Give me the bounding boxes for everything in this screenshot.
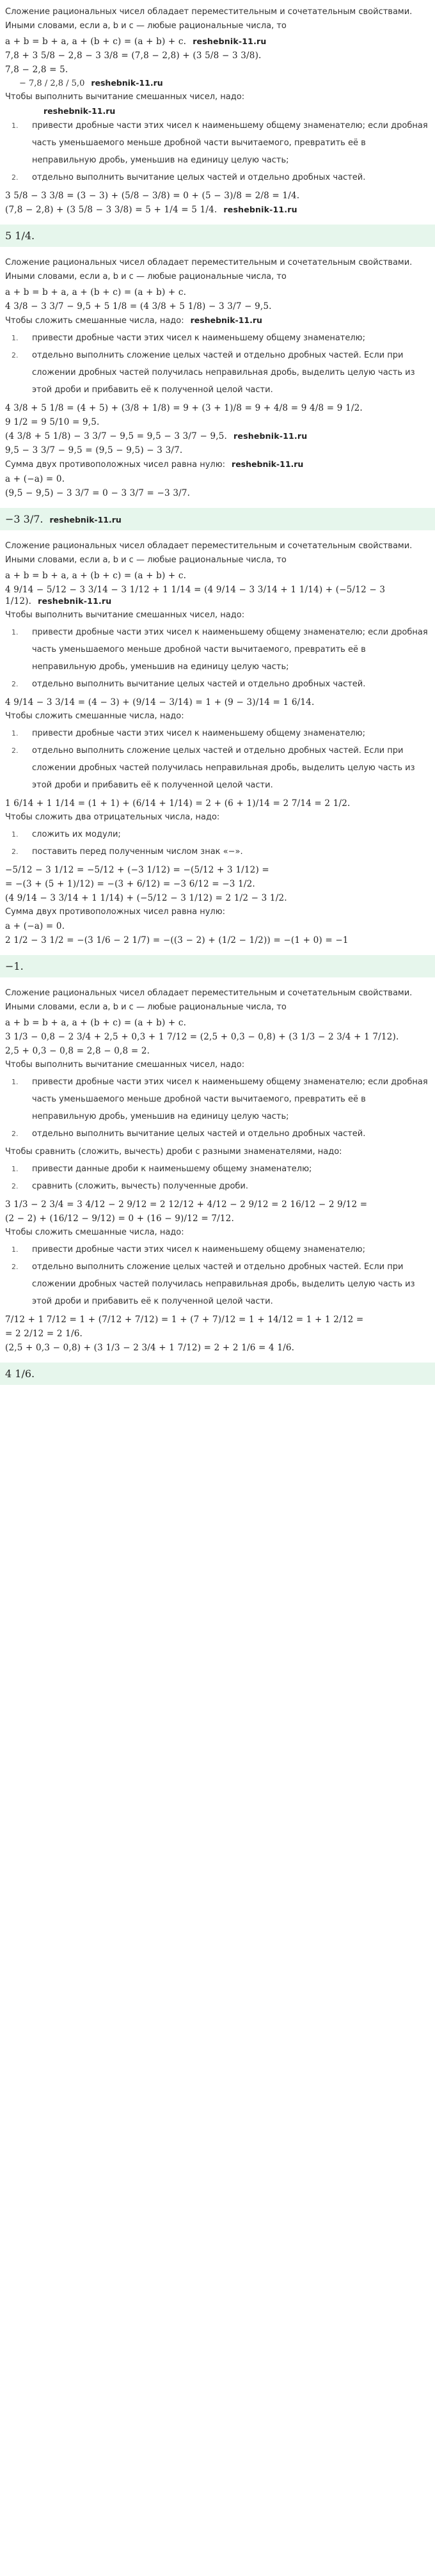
- answer-box: −3 3/7. reshebnik-11.ru: [0, 508, 435, 530]
- list-item: 2. отдельно выполнить вычитание целых частей и отдельно дробных частей.: [20, 169, 430, 186]
- formula-line: a + b = b + a, a + (b + c) = (a + b) + c. reshebnik-11.ru: [5, 36, 267, 47]
- list-item: 1. привести дробные части этих чисел к наименьшему общему знаменателю;: [20, 1241, 430, 1258]
- intro-text: Сложение рациональных чисел обладает переместительным и сочетательным свойствами. Иными словами, если a, b и c — любые рациональные числа, то: [5, 988, 413, 1012]
- formula-line: 4 9/14 − 5/12 − 3 3/14 − 3 1/12 + 1 1/14 = (4 9/14 − 3 3/14 + 1 1/14) + (−5/12 − 3 1/12). reshebnik-11.ru: [5, 585, 386, 606]
- rule-heading: Чтобы выполнить вычитание смешанных чисел, надо:: [5, 1060, 245, 1070]
- formula-line: 9 1/2 = 9 5/10 = 9,5.: [5, 417, 100, 427]
- solution-section-2: [0, 251, 435, 504]
- list-item: 1. привести дробные части этих чисел к наименьшему общему знаменателю;: [20, 725, 430, 742]
- list-item: 2. отдельно выполнить сложение целых частей и отдельно дробных частей. Если при сложении дробных частей получилась неправильная дробь, выделить целую часть из этой дроби и прибавить её к полученной целой части.: [20, 347, 430, 399]
- formula-line: 3 5/8 − 3 3/8 = (3 − 3) + (5/8 − 3/8) = 0 + (5 − 3)/8 = 2/8 = 1/4.: [5, 191, 300, 201]
- formula-line: 7,8 − 2,8 = 5.: [5, 65, 68, 75]
- list-item: 1. привести данные дроби к наименьшему общему знаменателю;: [20, 1160, 430, 1178]
- watermark: reshebnik-11.ru: [223, 205, 297, 214]
- list-item: 2. отдельно выполнить сложение целых частей и отдельно дробных частей. Если при сложении дробных частей получилась неправильная дробь, выделить целую часть из этой дроби и прибавить её к полученной целой части.: [20, 1258, 430, 1310]
- list-item: 1. привести дробные части этих чисел к наименьшему общему знаменателю; если дробная часть уменьшаемого меньше дробной части вычитаемого, превратить её в неправильную дробь, уменьшив на единицу целую часть;: [20, 117, 430, 169]
- watermark: reshebnik-11.ru: [91, 78, 163, 88]
- formula-line: 4 3/8 + 5 1/8 = (4 + 5) + (3/8 + 1/8) = 9 + (3 + 1)/8 = 9 + 4/8 = 9 4/8 = 9 1/2.: [5, 403, 363, 413]
- rule-heading: Чтобы сравнить (сложить, вычесть) дроби с разными знаменателями, надо:: [5, 1147, 342, 1157]
- rule-heading: Чтобы сложить смешанные числа, надо: reshebnik-11.ru: [5, 315, 262, 326]
- rule-heading: Чтобы выполнить вычитание смешанных чисел, надо:: [5, 92, 245, 102]
- intro-text: Сложение рациональных чисел обладает переместительным и сочетательным свойствами. Иными словами, если a, b и c — любые рациональные числа, то: [5, 258, 413, 281]
- watermark: reshebnik-11.ru: [190, 315, 262, 325]
- rule-heading: Чтобы сложить два отрицательных числа, надо:: [5, 812, 220, 822]
- rule-steps: [5, 1073, 430, 1142]
- intro-text: Сложение рациональных чисел обладает переместительным и сочетательным свойствами. Иными словами, если a, b и c — любые рациональные числа, то: [5, 541, 413, 565]
- formula-line: 2,5 + 0,3 − 0,8 = 2,8 − 0,8 = 2.: [5, 1046, 150, 1056]
- solution-section-3: [0, 534, 435, 951]
- solution-section-1: [0, 0, 435, 221]
- formula-line: 2 1/2 − 3 1/2 = −(3 1/6 − 2 1/7) = −((3 − 2) + (1/2 − 1/2)) = −(1 + 0) = −1: [5, 935, 349, 945]
- rule-heading: Сумма двух противоположных чисел равна нулю:: [5, 907, 226, 917]
- formula-line: 9,5 − 3 3/7 − 9,5 = (9,5 − 9,5) − 3 3/7.: [5, 445, 183, 455]
- list-item: 2. отдельно выполнить вычитание целых частей и отдельно дробных частей.: [20, 1125, 430, 1142]
- rule-heading: Чтобы сложить смешанные числа, надо:: [5, 1228, 184, 1237]
- rule-steps: [5, 1160, 430, 1195]
- list-item: 1. привести дробные части этих чисел к наименьшему общему знаменателю; если дробная часть уменьшаемого меньше дробной части вычитаемого, превратить её в неправильную дробь, уменьшив на единицу целую часть;: [20, 624, 430, 676]
- formula-line: = −(3 + (5 + 1)/12) = −(3 + 6/12) = −3 6/12 = −3 1/2.: [5, 879, 255, 889]
- rule-heading: Сумма двух противоположных чисел равна нулю: reshebnik-11.ru: [5, 459, 304, 470]
- answer-box: 5 1/4.: [0, 225, 435, 247]
- formula-line: 3 1/3 − 2 3/4 = 3 4/12 − 2 9/12 = 2 12/12 + 4/12 − 2 9/12 = 2 16/12 − 2 9/12 =: [5, 1199, 368, 1210]
- list-item: 2. сравнить (сложить, вычесть) полученные дроби.: [20, 1178, 430, 1195]
- formula-line: a + b = b + a, a + (b + c) = (a + b) + c.: [5, 1018, 187, 1028]
- list-item: 2. отдельно выполнить вычитание целых частей и отдельно дробных частей.: [20, 676, 430, 693]
- rule-steps: [5, 725, 430, 794]
- list-item: 1. сложить их модули;: [20, 826, 430, 843]
- answer-box: 4 1/6.: [0, 1363, 435, 1385]
- watermark: reshebnik-11.ru: [44, 106, 116, 116]
- formula-line: 4 3/8 − 3 3/7 − 9,5 + 5 1/8 = (4 3/8 + 5 1/8) − 3 3/7 − 9,5.: [5, 301, 272, 312]
- formula-line: 7/12 + 1 7/12 = 1 + (7/12 + 7/12) = 1 + (7 + 7)/12 = 1 + 14/12 = 1 + 1 2/12 =: [5, 1315, 364, 1325]
- rule-heading: Чтобы сложить смешанные числа, надо:: [5, 711, 184, 721]
- intro-text: Сложение рациональных чисел обладает переместительным и сочетательным свойствами. Иными словами, если a, b и c — любые рациональные числа, то: [5, 7, 413, 31]
- column-subtraction: − 7,8 / 2,8 / 5,0 reshebnik-11.ru: [19, 78, 163, 88]
- list-item: 1. привести дробные части этих чисел к наименьшему общему знаменателю;: [20, 329, 430, 347]
- rule-steps: [5, 826, 430, 860]
- list-item: 2. поставить перед полученным числом знак «−».: [20, 843, 430, 860]
- formula-line: a + (−a) = 0.: [5, 474, 65, 484]
- rule-steps: [5, 117, 430, 186]
- watermark: reshebnik-11.ru: [232, 459, 304, 469]
- watermark-row: [5, 106, 430, 115]
- formula-line: 4 9/14 − 3 3/14 = (4 − 3) + (9/14 − 3/14) = 1 + (9 − 3)/14 = 1 6/14.: [5, 697, 315, 707]
- rule-steps: [5, 624, 430, 693]
- rule-heading: Чтобы выполнить вычитание смешанных чисел, надо:: [5, 610, 245, 620]
- rule-steps: [5, 329, 430, 399]
- watermark: reshebnik-11.ru: [49, 515, 122, 525]
- formula-line: −5/12 − 3 1/12 = −5/12 + (−3 1/12) = −(5/12 + 3 1/12) =: [5, 865, 269, 875]
- formula-line: a + b = b + a, a + (b + c) = (a + b) + c.: [5, 287, 187, 297]
- formula-line: a + b = b + a, a + (b + c) = (a + b) + c.: [5, 571, 187, 581]
- formula-line: = 2 2/12 = 2 1/6.: [5, 1329, 83, 1339]
- formula-line: (2,5 + 0,3 − 0,8) + (3 1/3 − 2 3/4 + 1 7/12) = 2 + 2 1/6 = 4 1/6.: [5, 1343, 295, 1353]
- rule-steps: [5, 1241, 430, 1310]
- formula-line: a + (−a) = 0.: [5, 921, 65, 931]
- watermark: reshebnik-11.ru: [193, 36, 267, 46]
- list-item: 1. привести дробные части этих чисел к наименьшему общему знаменателю; если дробная часть уменьшаемого меньше дробной части вычитаемого, превратить её в неправильную дробь, уменьшив на единицу целую часть;: [20, 1073, 430, 1125]
- formula-line: 1 6/14 + 1 1/14 = (1 + 1) + (6/14 + 1/14) = 2 + (6 + 1)/14 = 2 7/14 = 2 1/2.: [5, 798, 351, 809]
- watermark: reshebnik-11.ru: [38, 596, 112, 606]
- formula-line: (7,8 − 2,8) + (3 5/8 − 3 3/8) = 5 + 1/4 = 5 1/4. reshebnik-11.ru: [5, 205, 297, 215]
- formula-line: (4 3/8 + 5 1/8) − 3 3/7 − 9,5 = 9,5 − 3 3/7 − 9,5. reshebnik-11.ru: [5, 431, 308, 441]
- solution-section-4: [0, 981, 435, 1359]
- watermark: reshebnik-11.ru: [233, 431, 308, 441]
- formula-line: (2 − 2) + (16/12 − 9/12) = 0 + (16 − 9)/12 = 7/12.: [5, 1213, 234, 1224]
- answer-box: −1.: [0, 955, 435, 977]
- formula-line: (4 9/14 − 3 3/14 + 1 1/14) + (−5/12 − 3 1/12) = 2 1/2 − 3 1/2.: [5, 893, 287, 903]
- list-item: 2. отдельно выполнить сложение целых частей и отдельно дробных частей. Если при сложении дробных частей получилась неправильная дробь, выделить целую часть из этой дроби и прибавить её к полученной целой части.: [20, 742, 430, 794]
- formula-line: 7,8 + 3 5/8 − 2,8 − 3 3/8 = (7,8 − 2,8) + (3 5/8 − 3 3/8).: [5, 51, 262, 61]
- formula-line: 3 1/3 − 0,8 − 2 3/4 + 2,5 + 0,3 + 1 7/12 = (2,5 + 0,3 − 0,8) + (3 1/3 − 2 3/4 + 1 7/12).: [5, 1032, 399, 1042]
- formula-line: (9,5 − 9,5) − 3 3/7 = 0 − 3 3/7 = −3 3/7.: [5, 488, 191, 498]
